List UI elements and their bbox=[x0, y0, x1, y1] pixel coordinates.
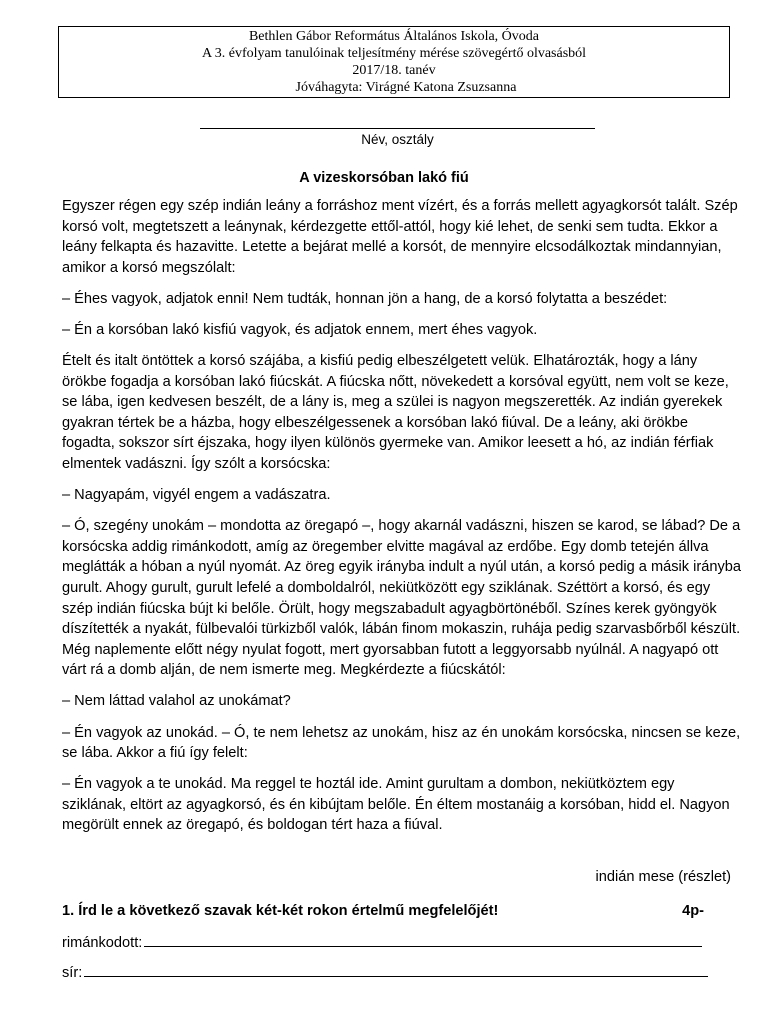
story-paragraph: Ételt és italt öntöttek a korsó szájába, a kisfiú pedig elbeszélgetett velük. Elhatározták, hogy a lány örökbe fogadja a korsóban lakó fiúcskát. A fiúcska nőtt, növekedett a korsóval együtt, nem volt se keze, se lába, igen kedvesen beszélt, de a lány is, meg a szülei is nagyon megszerették. Az indián gyerekek gyakran tértek be a házba, hogy elbeszélgessenek a korsóban lakó fiúval. De a leány, aki örökbe fogadta, sokszor sírt éjszaka, hogy ilyen különös gyermeke van. Amikor leesett a hó, az indián férfiak elmentek vadászni. Így szólt a korsócska: bbox=[62, 353, 729, 473]
story-title: A vizeskorsóban lakó fiú bbox=[299, 170, 469, 186]
header-box bbox=[58, 26, 730, 98]
task-1-instruction: 1. Írd le a következő szavak két-két rokon értelmű megfelelőjét! bbox=[62, 903, 499, 919]
answer-line[interactable] bbox=[84, 962, 708, 977]
story-paragraph: Egyszer régen egy szép indián leány a forráshoz ment vízért, és a forrás mellett agyagkorsót talált. Szép korsó volt, megtetszett a leánynak, kérdezgette ettől-attól, hogy kié lehet, de senki sem tudta. Ekkor a leány felkapta és hazavitte. Letette a bejárat mellé a korsót, de mennyire elcsodálkoztak mindannyian, amikor a korsó megszólalt: bbox=[62, 198, 738, 276]
answer-line[interactable] bbox=[144, 932, 702, 947]
story-paragraph: – Éhes vagyok, adjatok enni! Nem tudták, honnan jön a hang, de a korsó folytatta a beszédet: bbox=[62, 290, 668, 307]
name-class-line[interactable] bbox=[200, 128, 595, 129]
task-1-points: 4p- bbox=[682, 903, 704, 919]
story-body bbox=[62, 196, 742, 847]
story-paragraph: – Én vagyok az unokád. – Ó, te nem lehetsz az unokám, hisz az én unokám korsócska, nincsen se keze, se lába. Akkor a fiú így felelt: bbox=[62, 724, 741, 762]
story-source: indián mese (részlet) bbox=[595, 869, 731, 885]
assessment-title: A 3. évfolyam tanulóinak teljesítmény mérése szövegértő olvasásból bbox=[201, 46, 587, 61]
answer-row-sir bbox=[62, 962, 708, 981]
name-class-label: Név, osztály bbox=[361, 132, 434, 147]
task-1 bbox=[62, 903, 704, 919]
approval-line: Jóváhagyta: Virágné Katona Zsuzsanna bbox=[295, 80, 517, 95]
story-paragraph: – Nagyapám, vigyél engem a vadászatra. bbox=[62, 487, 331, 504]
school-year: 2017/18. tanév bbox=[352, 63, 436, 78]
school-name: Bethlen Gábor Református Általános Iskola, Óvoda bbox=[248, 29, 540, 44]
answer-label: rimánkodott: bbox=[62, 935, 143, 951]
answer-row-rimankodott bbox=[62, 932, 702, 951]
story-paragraph: – Én a korsóban lakó kisfiú vagyok, és adjatok ennem, mert éhes vagyok. bbox=[62, 321, 538, 338]
story-paragraph: – Én vagyok a te unokád. Ma reggel te hoztál ide. Amint gurultam a dombon, nekiütköztem egy sziklának, eltört az agyagkorsó, és én kibújtam belőle. Én éltem mostanáig a korsóban, hidd el. Nagyon megörült ennek az öregapó, és boldogan tért haza a fiúval. bbox=[62, 776, 730, 834]
story-paragraph: – Nem láttad valahol az unokámat? bbox=[62, 693, 291, 710]
answer-label: sír: bbox=[62, 965, 83, 981]
story-paragraph: – Ó, szegény unokám – mondotta az öregapó –, hogy akarnál vadászni, hiszen se karod, se lábad? De a korsócska addig rimánkodott, amíg az öregember elvitte magával az erdőbe. Egy domb tetején állva meglátták a hóban a nyúl nyomát. Az öreg egyik irányba indult a nyúl után, a korsó pedig a másik irányba gurult. Ahogy gurult, gurult lefelé a domboldalról, nekiütközött egy sziklának. Széttört a korsó, és egy szép indián fiúcska bújt ki belőle. Örült, hogy megszabadult agyagbörtönéből. Színes kerek gyöngyök díszítették a nyakát, fülbevalói türkizből valók, lábán finom mokaszin, ruhája pedig szarvasbőrből készült. Még naplemente előtt négy nyulat fogott, mert gyorsabban futott a leggyorsabb nyúlnál. A nagyapó ott várt rá a domb alján, de nem ismerte meg. Megkérdezte a fiúcskától: bbox=[62, 518, 742, 679]
